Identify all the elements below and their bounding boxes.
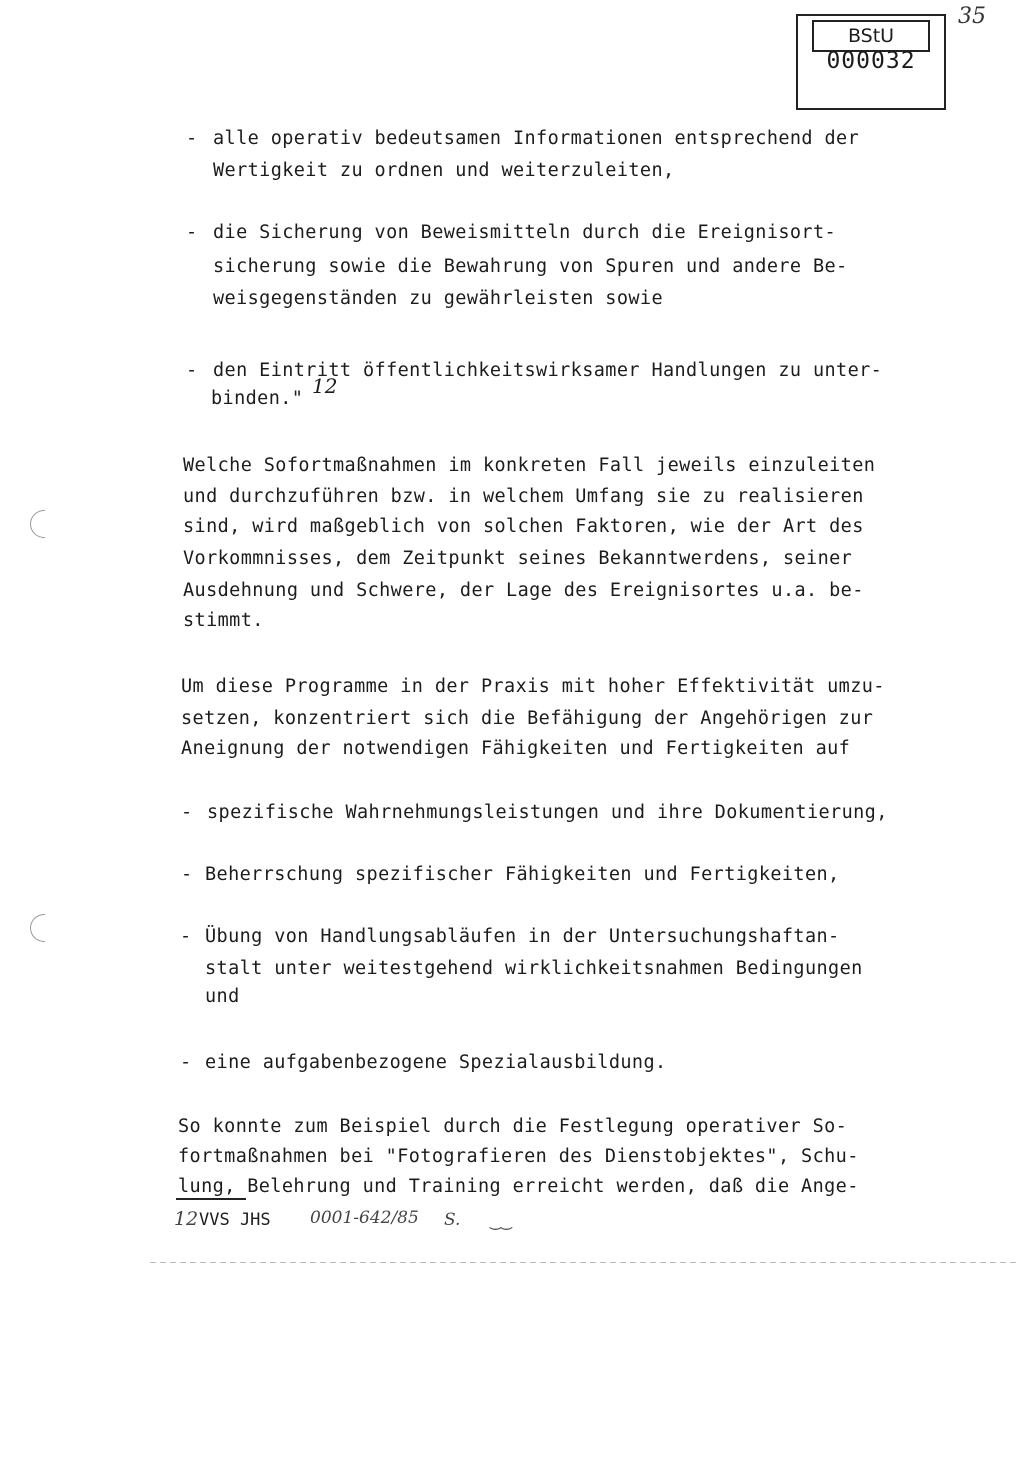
- text-line: binden.": [211, 388, 304, 409]
- footnote-marker: 12: [312, 374, 338, 398]
- text-line: Ausdehnung und Schwere, der Lage des Ereignisortes u.a. be-: [183, 580, 864, 601]
- bullet-dash: -: [186, 360, 198, 381]
- punch-hole: [30, 510, 45, 538]
- bullet-dash: -: [180, 1052, 192, 1073]
- punch-hole: [30, 914, 45, 942]
- page-rule: [150, 1262, 1020, 1263]
- text-line: stimmt.: [183, 610, 264, 631]
- text-line: Übung von Handlungsabläufen in der Untersuchungshaftan-: [205, 926, 840, 947]
- archive-label: BStU: [812, 20, 930, 52]
- text-line: So konnte zum Beispiel durch die Festlegung operativer So-: [178, 1116, 848, 1137]
- text-line: stalt unter weitestgehend wirklichkeitsnahmen Bedingungen: [205, 958, 863, 979]
- text-line: weisgegenständen zu gewährleisten sowie: [213, 288, 663, 309]
- text-line: fortmaßnahmen bei "Fotografieren des Dienstobjektes", Schu-: [178, 1146, 859, 1167]
- text-line: lung, Belehrung und Training erreicht werden, daß die Ange-: [178, 1176, 859, 1197]
- text-line: sicherung sowie die Bewahrung von Spuren und andere Be-: [213, 256, 848, 277]
- handwritten-underline: [176, 1198, 246, 1200]
- text-line: alle operativ bedeutsamen Informationen entsprechend der: [213, 128, 860, 149]
- text-line: Welche Sofortmaßnahmen im konkreten Fall jeweils einzuleiten: [183, 455, 876, 476]
- text-line: und: [205, 986, 240, 1007]
- bullet-dash: -: [181, 802, 193, 823]
- footnote-number: 12: [174, 1208, 199, 1230]
- text-line: sind, wird maßgeblich von solchen Faktoren, wie der Art des: [183, 516, 864, 537]
- text-line: spezifische Wahrnehmungsleistungen und ihre Dokumentierung,: [207, 802, 888, 823]
- text-line: den Eintritt öffentlichkeitswirksamer Handlungen zu unter-: [213, 360, 883, 381]
- text-line: Beherrschung spezifischer Fähigkeiten und Fertigkeiten,: [205, 864, 840, 885]
- archive-number: 000032: [826, 48, 916, 74]
- footnote-handwritten-ref: 0001-642/85: [310, 1208, 419, 1228]
- footnote-handwritten-page: S.: [444, 1210, 461, 1230]
- footnote-text: VVS JHS: [199, 1210, 271, 1230]
- text-line: Um diese Programme in der Praxis mit hoher Effektivität umzu-: [181, 676, 885, 697]
- handwritten-scribble: ‿‿: [490, 1210, 512, 1231]
- text-line: Wertigkeit zu ordnen und weiterzuleiten,: [213, 160, 675, 181]
- bullet-dash: -: [186, 222, 198, 243]
- bullet-dash: -: [180, 926, 192, 947]
- bullet-dash: -: [186, 128, 198, 149]
- handwritten-page-number: 35: [958, 4, 986, 29]
- bullet-dash: -: [181, 864, 193, 885]
- text-line: die Sicherung von Beweismitteln durch die Ereignisort-: [213, 222, 837, 243]
- text-line: Aneignung der notwendigen Fähigkeiten und Fertigkeiten auf: [181, 738, 851, 759]
- text-line: und durchzuführen bzw. in welchem Umfang sie zu realisieren: [183, 486, 864, 507]
- text-line: setzen, konzentriert sich die Befähigung der Angehörigen zur: [181, 708, 874, 729]
- text-line: eine aufgabenbezogene Spezialausbildung.: [205, 1052, 667, 1073]
- text-line: Vorkommnisses, dem Zeitpunkt seines Bekanntwerdens, seiner: [183, 548, 853, 569]
